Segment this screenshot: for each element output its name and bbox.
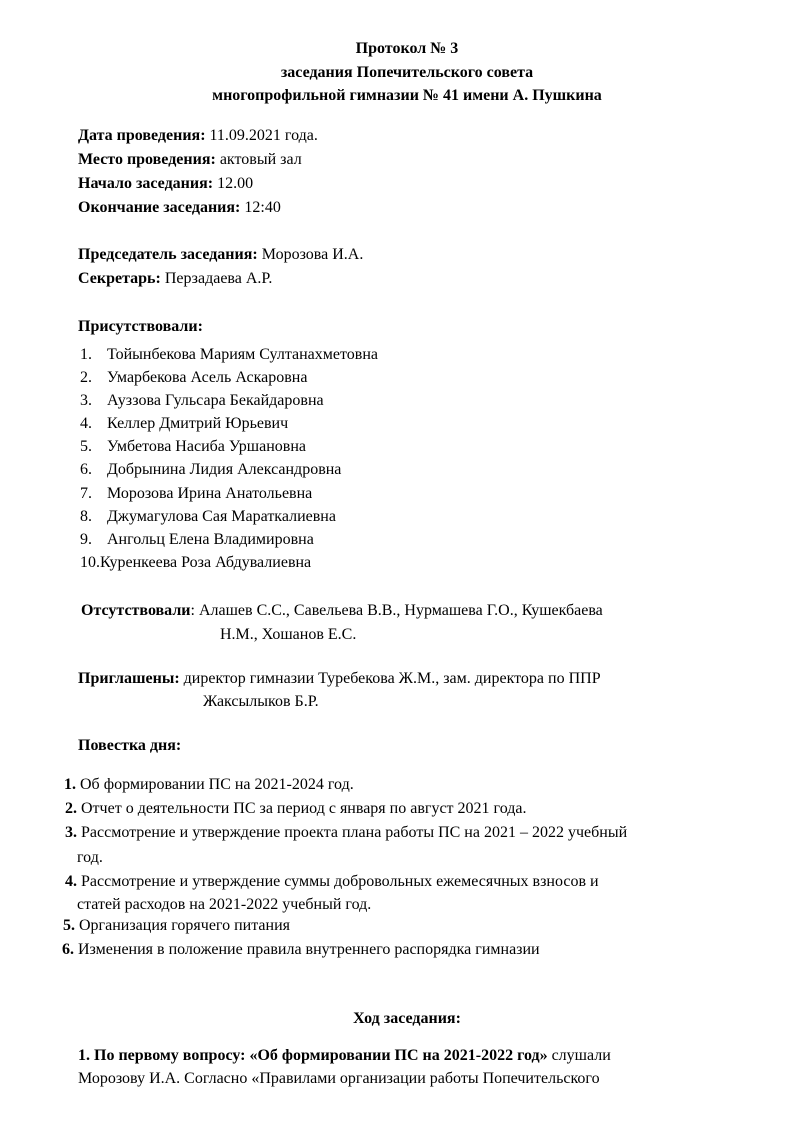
agenda-item-text: Изменения в положение правила внутреннего распорядка гимназии xyxy=(74,941,540,958)
proceedings-q1-title: 1. По первому вопросу: «Об формировании ПС на 2021-2022 год» xyxy=(78,1047,548,1064)
agenda-item-number: 6. xyxy=(62,941,74,958)
meeting-secretary-label: Секретарь: xyxy=(78,270,161,287)
present-heading: Присутствовали: xyxy=(78,318,203,335)
list-item xyxy=(80,482,378,505)
proceedings-q1-line-1 xyxy=(78,1044,611,1067)
agenda-item-text: Рассмотрение и утверждение проекта плана работы ПС на 2021 – 2022 учебный xyxy=(77,824,628,841)
agenda-item-1 xyxy=(64,773,354,796)
list-item-number: 5. xyxy=(80,438,92,456)
list-item xyxy=(80,366,378,389)
list-item-number: 10. xyxy=(80,553,100,571)
meeting-date-label: Дата проведения: xyxy=(78,127,206,144)
present-list xyxy=(80,343,378,574)
meeting-place-label: Место проведения: xyxy=(78,151,216,168)
absent-line-2: Н.М., Хошанов Е.С. xyxy=(220,626,357,643)
agenda-item-3 xyxy=(65,821,627,844)
list-item-number: 6. xyxy=(80,461,92,479)
agenda-item-6 xyxy=(62,938,540,961)
protocol-subtitle: заседания Попечительского совета xyxy=(280,64,534,81)
list-item-name: Тойынбекова Мариям Султанахметовна xyxy=(107,346,378,363)
proceedings-q1-line-2: Морозову И.А. Согласно «Правилами организации работы Попечительского xyxy=(78,1070,600,1087)
list-item-number: 1. xyxy=(80,346,92,363)
proceedings-heading: Ход заседания: xyxy=(353,1010,461,1027)
agenda-item-number: 5. xyxy=(63,917,75,934)
agenda-item-number: 1. xyxy=(64,776,76,793)
list-item xyxy=(80,389,378,412)
list-item-number: 4. xyxy=(80,415,92,433)
agenda-heading: Повестка дня: xyxy=(78,737,182,754)
agenda-item-number: 2. xyxy=(65,800,77,817)
list-item-number: 9. xyxy=(80,530,92,548)
invited-names: директор гимназии Туребекова Ж.М., зам. директора по ППР xyxy=(179,670,601,687)
list-item xyxy=(80,505,378,528)
list-item-number: 3. xyxy=(80,392,92,410)
protocol-organization: многопрофильной гимназии № 41 имени А. Пушкина xyxy=(212,87,602,104)
list-item-name: Джумагулова Сая Мараткалиевна xyxy=(107,507,336,525)
list-item xyxy=(80,551,378,574)
list-item xyxy=(80,343,378,366)
agenda-item-text: Отчет о деятельности ПС за период с января по август 2021 года. xyxy=(77,800,527,817)
agenda-item-text: Об формировании ПС на 2021-2024 год. xyxy=(76,776,354,793)
invited-line-2: Жаксылыков Б.Р. xyxy=(203,693,319,710)
list-item xyxy=(80,412,378,435)
meeting-chair xyxy=(78,243,363,266)
meeting-end xyxy=(78,196,281,219)
agenda-item-text: Организация горячего питания xyxy=(75,917,290,934)
proceedings-q1-text: слушали xyxy=(547,1047,611,1064)
meeting-place-value: актовый зал xyxy=(215,151,302,168)
list-item-name: Ауззова Гульсара Бекайдаровна xyxy=(107,392,324,410)
agenda-item-2 xyxy=(65,797,526,820)
list-item-name: Умбетова Насиба Уршановна xyxy=(107,438,306,456)
meeting-secretary xyxy=(78,267,272,290)
meeting-chair-label: Председатель заседания: xyxy=(78,246,258,263)
list-item xyxy=(80,435,378,458)
invited-label: Приглашены: xyxy=(78,670,180,687)
list-item-number: 2. xyxy=(80,369,92,387)
list-item-name: Морозова Ирина Анатольевна xyxy=(107,484,313,502)
invited-line-1 xyxy=(78,667,601,690)
agenda-item-number: 4. xyxy=(65,873,77,890)
agenda-item-4-continued: статей расходов на 2021-2022 учебный год. xyxy=(77,896,372,913)
meeting-secretary-value: Перзадаева А.Р. xyxy=(160,270,273,287)
meeting-start xyxy=(78,172,253,195)
list-item-name: Ангольц Елена Владимировна xyxy=(107,530,314,548)
list-item-name: Умарбекова Асель Аскаровна xyxy=(107,369,308,387)
absent-label: Отсутствовали xyxy=(81,602,191,619)
absent-line-1 xyxy=(81,599,603,622)
list-item-number: 7. xyxy=(80,484,92,502)
list-item xyxy=(80,458,378,481)
meeting-start-label: Начало заседания: xyxy=(78,175,214,192)
meeting-end-value: 12:40 xyxy=(240,199,281,216)
agenda-item-text: Рассмотрение и утверждение суммы добровольных ежемесячных взносов и xyxy=(77,873,599,890)
list-item-name: Келлер Дмитрий Юрьевич xyxy=(107,415,289,433)
meeting-place xyxy=(78,148,302,171)
meeting-date xyxy=(78,124,318,147)
agenda-item-5 xyxy=(63,914,290,937)
meeting-end-label: Окончание заседания: xyxy=(78,199,241,216)
agenda-item-4 xyxy=(65,870,599,893)
agenda-item-3-continued: год. xyxy=(77,849,103,866)
list-item-name: Куренкеева Роза Абдувалиевна xyxy=(100,553,312,571)
absent-names: : Алашев С.С., Савельева В.В., Нурмашева Г.О., Кушекбаева xyxy=(190,602,603,619)
list-item-number: 8. xyxy=(80,507,92,525)
agenda-item-number: 3. xyxy=(65,824,77,841)
protocol-title: Протокол № 3 xyxy=(355,40,459,57)
meeting-date-value: 11.09.2021 года. xyxy=(205,127,318,144)
meeting-start-value: 12.00 xyxy=(213,175,254,192)
list-item xyxy=(80,528,378,551)
list-item-name: Добрынина Лидия Александровна xyxy=(107,461,342,479)
meeting-chair-value: Морозова И.А. xyxy=(257,246,364,263)
